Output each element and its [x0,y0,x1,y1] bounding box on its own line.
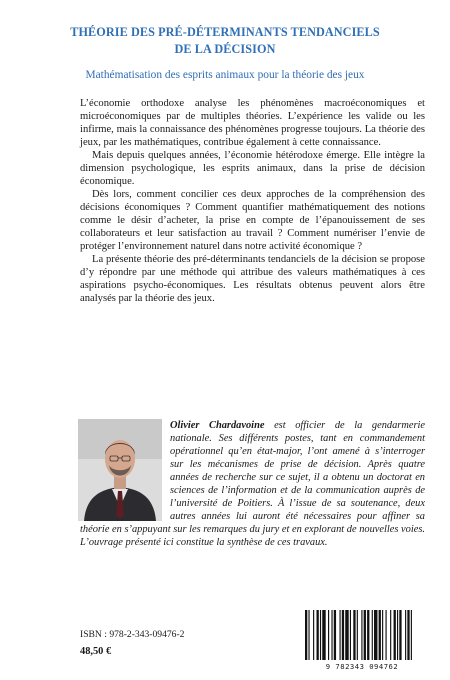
barcode [297,608,427,674]
blurb [80,97,425,305]
author-bio-text: est officier de la gendarmerie nationale. Ses différents postes, tant en commandement opérationnel qu’en état-major, l’ont amené à s’interroger sur les mécanismes de prise de décision. Après quatre années de recherche sur ce sujet, il a obtenu un doctorat en sciences de l’information et de la communication auprès de l’université de Poitiers. À l’issue de sa soutenance, deux autres années lui auront été nécessaires pour affiner sa théorie en s’appuyant sur les remarques du jury et en explorant de nouvelles voies. L’ouvrage présenté ici constitue la synthèse de ces travaux. [80,420,426,548]
author-name: Olivier Chardavoine [170,420,265,431]
blurb-paragraph-2: Mais depuis quelques années, l’économie hétérodoxe émerge. Elle intègre la dimension psychologique, les esprits animaux, dans la prise de décision économique. [80,150,425,187]
blurb-paragraph-4: La présente théorie des pré-déterminants tendanciels de la décision se propose d’y répondre par une méthode qui attribue des valeurs mathématiques à ces aspirations psycho-économiques. Les résultats obtenus peuvent alors être analysés par la théorie des jeux. [80,254,425,304]
price: 48,50 € [80,646,112,657]
barcode-number: 9 782343 094762 [325,662,399,671]
book-title [40,24,410,58]
author-bio [80,419,425,549]
blurb-paragraph-1: L’économie orthodoxe analyse les phénomènes macroéconomiques et microéconomiques par de multiples théories. L’expérience les valide ou les infirme, mais la connaissance des phénomènes progresse toujours. La théorie des jeux, par les mathématiques, contribue également à cette connaissance. [80,98,425,148]
isbn: ISBN : 978-2-343-09476-2 [80,629,185,640]
book-subtitle: Mathématisation des esprits animaux pour la théorie des jeux [85,69,365,81]
barcode-bars-image [297,608,427,662]
blurb-paragraph-3: Dès lors, comment concilier ces deux approches de la compréhension des décisions économiques ? Comment quantifier mathématiquement des notions comme le désir d’acheter, la prise en compte de l’épanouissement de ses collaborateurs et leur satisfaction au travail ? Comment numériser l’envie de protéger l’environnement naturel dans notre activité économique ? [80,189,425,252]
title-line-2: DE LA DÉCISION [174,42,276,56]
title-line-1: THÉORIE DES PRÉ-DÉTERMINANTS TENDANCIELS [70,25,380,39]
